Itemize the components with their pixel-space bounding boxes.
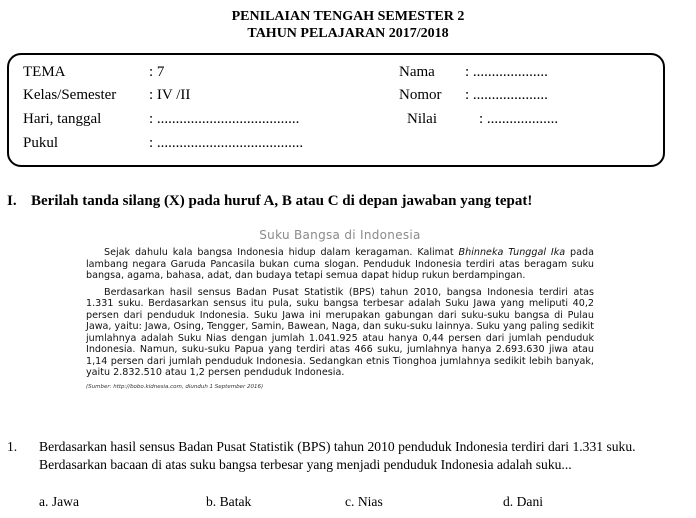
exam-header [0,8,696,42]
question-text: Berdasarkan hasil sensus Badan Pusat Statistik (BPS) tahun 2010 penduduk Indonesia terdiri dari 1.331 suku. Berdasarkan bacaan di atas suku bangsa terbesar yang menjadi penduduk Indonesia adalah suku... [39,439,636,472]
nomor-label: Nomor [399,87,442,103]
student-info-box [7,53,665,167]
kelas-value: : IV /II [149,87,191,103]
section-instruction [7,193,532,210]
hari-field[interactable]: : ...................................... [149,111,300,127]
reading-paragraph-1: Sejak dahulu kala bangsa Indonesia hidup dalam keragaman. Kalimat Bhinneka Tunggal Ika pada lambang negara Garuda Pancasila bukan cuma slogan. Penduduk Indonesia terdiri atas beragam suku bangsa, agama, bahasa, adat, dan budaya tetapi semua dapat hidup rukun berdampingan. [86,247,594,281]
exam-title: PENILAIAN TENGAH SEMESTER 2 [231,9,465,24]
kelas-label: Kelas/Semester [23,87,117,103]
reading-passage [86,228,594,470]
section-instruction-text: Berilah tanda silang (X) pada huruf A, B atau C di depan jawaban yang tepat! [31,193,533,209]
nomor-field[interactable]: : .................... [465,87,548,103]
question-number: 1. [7,439,18,454]
reading-source: (Sumber: http://bobo.kidnesia.com, diunduh 1 September 2016) [86,383,264,390]
reading-paragraph-2: Berdasarkan hasil sensus Badan Pusat Statistik (BPS) tahun 2010, bangsa Indonesia terdiri atas 1.331 suku. Berdasarkan sensus itu pula, suku bangsa terbesar adalah Suku Jawa yang meliputi 40,2 persen dari penduduk Indonesia. Suku Jawa ini merupakan gabungan dari suku-suku bangsa di Pulau Jawa, yaitu: Jawa, Osing, Tengger, Samin, Bawean, Naga, dan suku-suku lainnya. Suku yang paling sedikit jumlahnya adalah Suku Nias dengan jumlah 1.041.925 atau hanya 0,44 persen dari jumlah penduduk Indonesia. Namun, suku-suku Papua yang terdiri atas 466 suku, jumlahnya hanya 2.693.630 jiwa atau 1,14 persen dari jumlah penduduk Indonesia. Sedangkan etnis Tionghoa jumlahnya sedikit lebih banyak, yaitu 2.832.510 atau 1,2 persen penduduk Indonesia. [86,286,594,378]
option-d[interactable]: d. Dani [503,494,544,509]
nilai-label: Nilai [407,111,437,127]
option-a[interactable]: a. Jawa [39,494,80,509]
nilai-field[interactable]: : ................... [479,111,559,127]
tema-label: TEMA [23,64,66,80]
reading-title: Suku Bangsa di Indonesia [259,228,421,242]
hari-label: Hari, tanggal [23,111,102,127]
exam-year: TAHUN PELAJARAN 2017/2018 [247,26,449,41]
section-number: I. [7,193,17,209]
option-b[interactable]: b. Batak [206,494,252,509]
pukul-field[interactable]: : ....................................... [149,135,304,151]
tema-value: : 7 [149,64,165,80]
nama-label: Nama [399,64,435,80]
nama-field[interactable]: : .................... [465,64,548,80]
motto-italic: Bhinneka Tunggal Ika [458,247,566,258]
pukul-label: Pukul [23,135,59,151]
option-c[interactable]: c. Nias [345,494,383,509]
